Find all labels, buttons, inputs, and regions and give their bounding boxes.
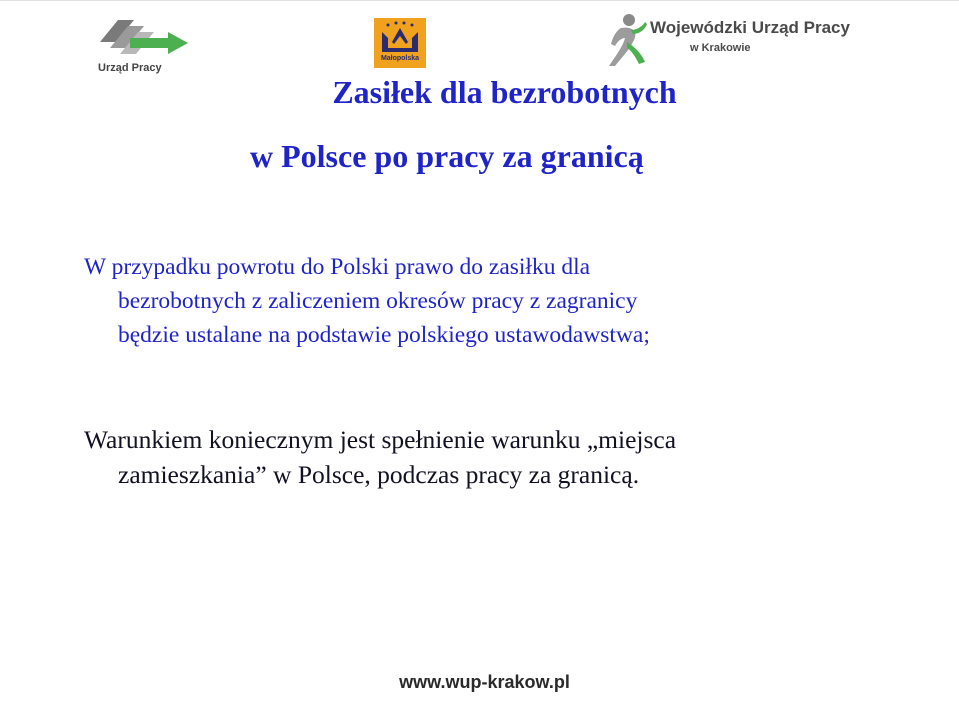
urzad-pracy-logo <box>90 12 200 78</box>
urzad-pracy-caption: Urząd Pracy <box>98 62 162 74</box>
wup-figure-logo-icon <box>605 12 647 70</box>
paragraph-2 <box>84 422 884 492</box>
paragraph-2-line: Warunkiem koniecznym jest spełnienie warunku „miejsca <box>84 425 677 454</box>
paragraph-1-line: będzie ustalane na podstawie polskiego ustawodawstwa; <box>118 322 650 348</box>
title-line-1: Zasiłek dla bezrobotnych <box>332 74 677 110</box>
paragraph-1 <box>84 250 884 352</box>
title-line-2: w Polsce po pracy za granicą <box>250 138 644 174</box>
paragraph-1-line: bezrobotnych z zaliczeniem okresów pracy z zagranicy <box>118 288 638 314</box>
paragraph-1-line: W przypadku powrotu do Polski prawo do zasiłku dla <box>84 254 591 280</box>
top-border <box>0 0 959 1</box>
malopolska-logo <box>374 18 426 68</box>
paragraph-2-line: zamieszkania” w Polsce, podczas pracy za granicą. <box>118 460 640 489</box>
wup-logo <box>605 12 880 70</box>
malopolska-caption: Małopolska <box>380 55 420 62</box>
footer-url: www.wup-krakow.pl <box>399 672 570 692</box>
wup-city: w Krakowie <box>690 42 751 54</box>
wup-name: Wojewódzki Urząd Pracy <box>650 18 850 37</box>
urzad-pracy-logo-icon <box>90 12 200 62</box>
